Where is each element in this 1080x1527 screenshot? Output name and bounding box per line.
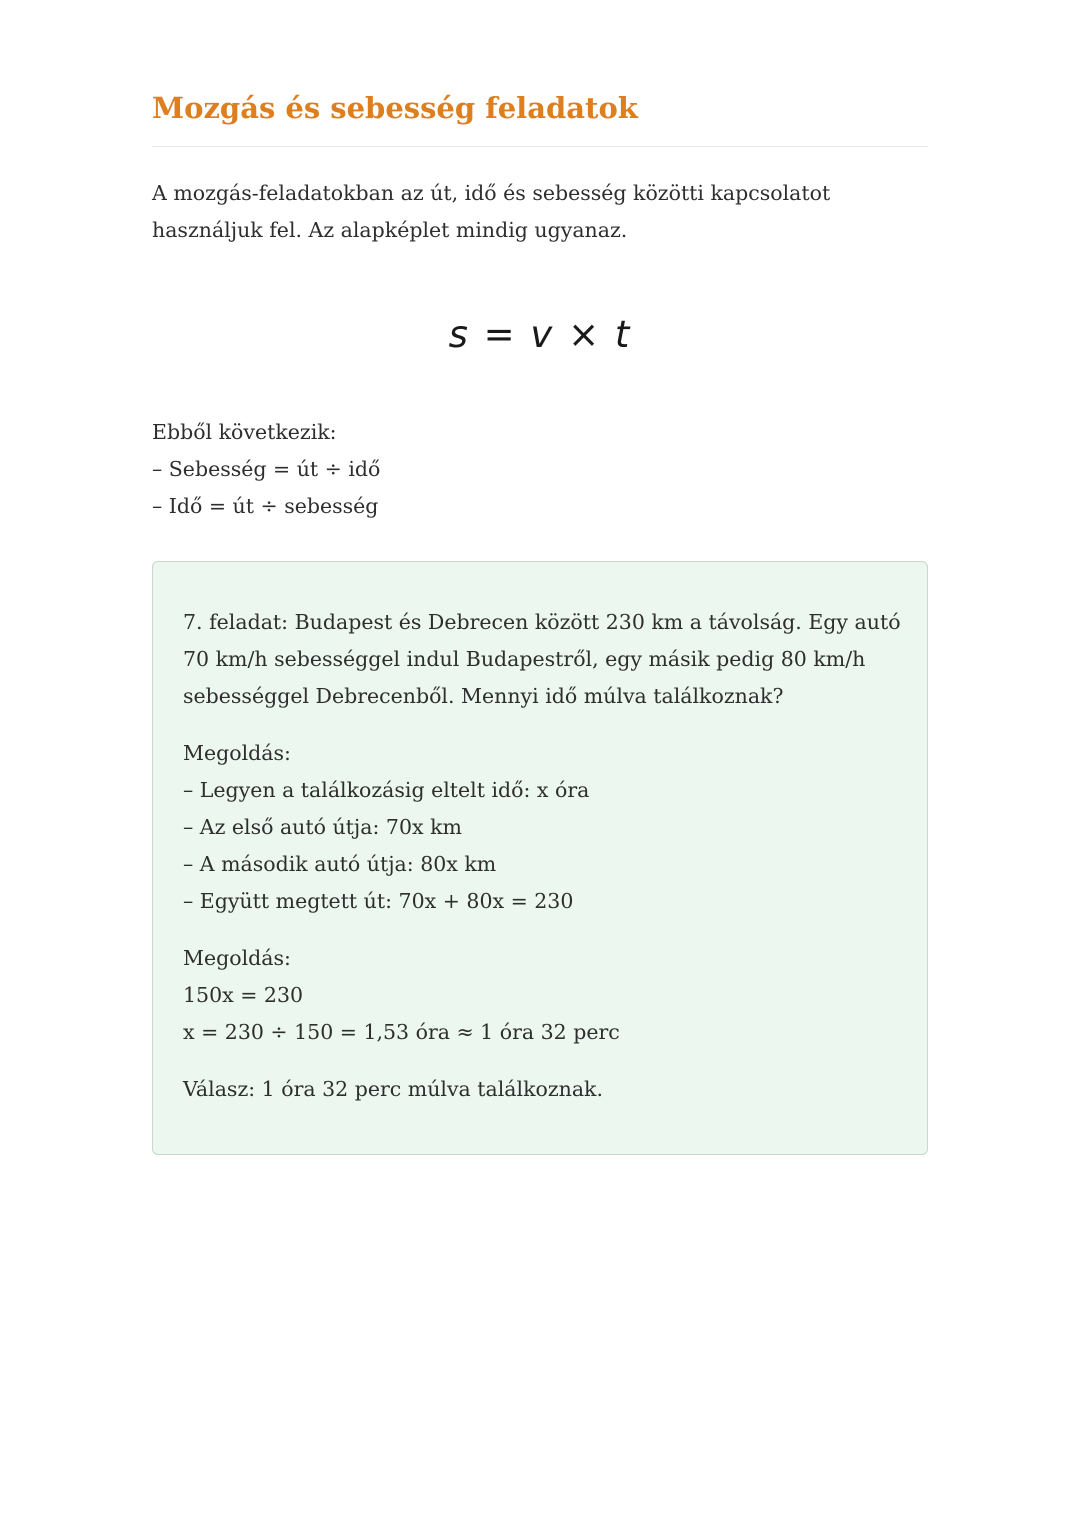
solution-heading: Megoldás: [183,946,291,971]
statement-line: 70 km/h sebességgel indul Budapestről, egy másik pedig 80 km/h [183,647,866,672]
formula-block [152,313,928,356]
solution-heading: Megoldás: [183,741,291,766]
answer-block [183,1071,897,1108]
page-title: Mozgás és sebesség feladatok [152,91,638,125]
answer-line: Válasz: 1 óra 32 perc múlva találkoznak. [183,1077,603,1102]
statement-line: sebességgel Debrecenből. Mennyi idő múlva találkoznak? [183,684,784,709]
consequence-item: – Sebesség = út ÷ idő [152,457,381,482]
problem-statement [183,604,901,715]
intro-paragraph [152,175,928,249]
solution-item: – A második autó útja: 80x km [183,852,497,877]
consequence-heading: Ebből következik: [152,420,337,445]
equation-line: 150x = 230 [183,983,304,1008]
consequence-section [152,414,928,525]
solution-item: – Az első autó útja: 70x km [183,815,462,840]
formula-text: s = v × t [448,313,632,357]
solution-calculation [183,940,897,1051]
document-page [152,0,928,1155]
intro-line: használjuk fel. Az alapképlet mindig ugyanaz. [152,218,628,243]
title-divider [152,146,928,147]
consequence-item: – Idő = út ÷ sebesség [152,494,379,519]
solution-item: – Együtt megtett út: 70x + 80x = 230 [183,889,574,914]
problem-box [152,561,928,1155]
solution-item: – Legyen a találkozásig eltelt idő: x óra [183,778,590,803]
intro-line: A mozgás-feladatokban az út, idő és sebesség közötti kapcsolatot [152,181,831,206]
solution-setup [183,735,897,920]
statement-line: 7. feladat: Budapest és Debrecen között 230 km a távolság. Egy autó [183,610,901,635]
equation-line: x = 230 ÷ 150 = 1,53 óra ≈ 1 óra 32 perc [183,1020,620,1045]
